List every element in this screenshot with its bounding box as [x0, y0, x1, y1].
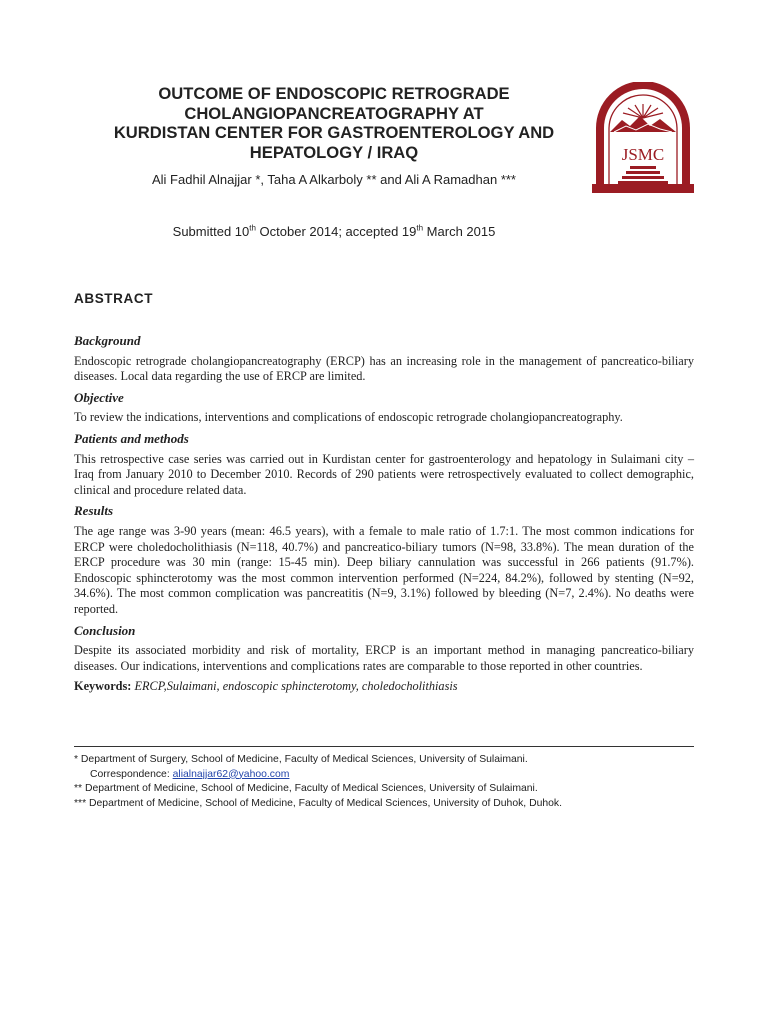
submitted-suffix: March 2015: [423, 224, 496, 239]
title-line: OUTCOME OF ENDOSCOPIC RETROGRADE: [158, 84, 510, 103]
title-line: KURDISTAN CENTER FOR GASTROENTEROLOGY AND: [113, 123, 555, 142]
footnote-divider: [74, 746, 694, 747]
correspondence-email-link[interactable]: alialnajjar62@yahoo.com: [172, 768, 290, 780]
section-text-results: The age range was 3-90 years (mean: 46.5 years), with a female to male ratio of 1.7:1. The most common indications for ERCP were choledocholithiasis (N=118, 40.7%) and pancreatico-biliary tumors (N=98, 33.8%). The mean duration of the ERCP procedure was 30 min (range: 15-45 min). Deep biliary cannulation was successful in 266 patients (91.7%). Endoscopic sphincterotomy was the most common intervention performed (N=224, 84.2%), followed by stenting (N=92, 34.6%). The most common complication was pancreatitis (N=9, 3.1%) followed by bleeding (N=7, 2.4%). No deaths were reported.: [74, 523, 694, 616]
section-heading-background: Background: [74, 333, 141, 348]
abstract-body: [74, 333, 694, 695]
section-text-background: Endoscopic retrograde cholangiopancreatography (ERCP) has an increasing role in the management of pancreatico-biliary diseases. Local data regarding the use of ERCP are limited.: [74, 353, 694, 384]
paper-title: [74, 84, 594, 162]
keywords-label: Keywords:: [74, 679, 132, 694]
keywords-list: ERCP,Sulaimani, endoscopic sphincterotomy, choledocholithiasis: [131, 679, 458, 694]
title-line: CHOLANGIOPANCREATOGRAPHY AT: [184, 103, 484, 123]
author-list: Ali Fadhil Alnajjar *, Taha A Alkarboly ** and Ali A Ramadhan ***: [152, 172, 516, 187]
jsmc-logo-icon: [592, 82, 694, 194]
section-heading-conclusion: Conclusion: [74, 622, 136, 638]
section-text-methods: This retrospective case series was carried out in Kurdistan center for gastroenterology and hepatology in Sulaimani city – Iraq from January 2010 to December 2010. Records of 290 patients were retrospectively evaluated to collect demographic, clinical and procedure related data.: [74, 451, 694, 497]
footnote-affiliation-2: ** Department of Medicine, School of Medicine, Faculty of Medical Sciences, University of Sulaimani.: [74, 783, 538, 795]
section-text-objective: To review the indications, interventions and complications of endoscopic retrograde cholangiopancreatography.: [74, 410, 623, 425]
ordinal-suffix: th: [249, 223, 256, 233]
correspondence-label: Correspondence:: [90, 768, 173, 780]
submission-dates: [74, 224, 594, 239]
footnote-affiliation-1: * Department of Surgery, School of Medicine, Faculty of Medical Sciences, University of Sulaimani.: [74, 754, 528, 765]
keywords: [74, 679, 694, 695]
submitted-middle: October 2014; accepted 19: [255, 224, 417, 239]
abstract-heading: ABSTRACT: [74, 291, 154, 306]
section-heading-objective: Objective: [74, 389, 124, 405]
logo-text: JSMC: [621, 145, 665, 164]
correspondence: [74, 768, 694, 783]
section-heading-methods: Patients and methods: [74, 430, 189, 446]
section-text-conclusion: Despite its associated morbidity and risk of mortality, ERCP is an important method in managing pancreatico-biliary diseases. Our indications, interventions and complications rates are comparable to those reported in other countries.: [74, 643, 694, 673]
section-heading-results: Results: [74, 503, 114, 519]
footnote-affiliation-3: *** Department of Medicine, School of Medicine, Faculty of Medical Sciences, University of Duhok, Duhok.: [74, 797, 563, 809]
jsmc-arch-logo: [592, 82, 694, 194]
submitted-prefix: Submitted 10: [172, 224, 250, 239]
footnotes: [74, 753, 694, 811]
title-line: HEPATOLOGY / IRAQ: [249, 142, 419, 162]
ordinal-suffix: th: [416, 223, 424, 233]
